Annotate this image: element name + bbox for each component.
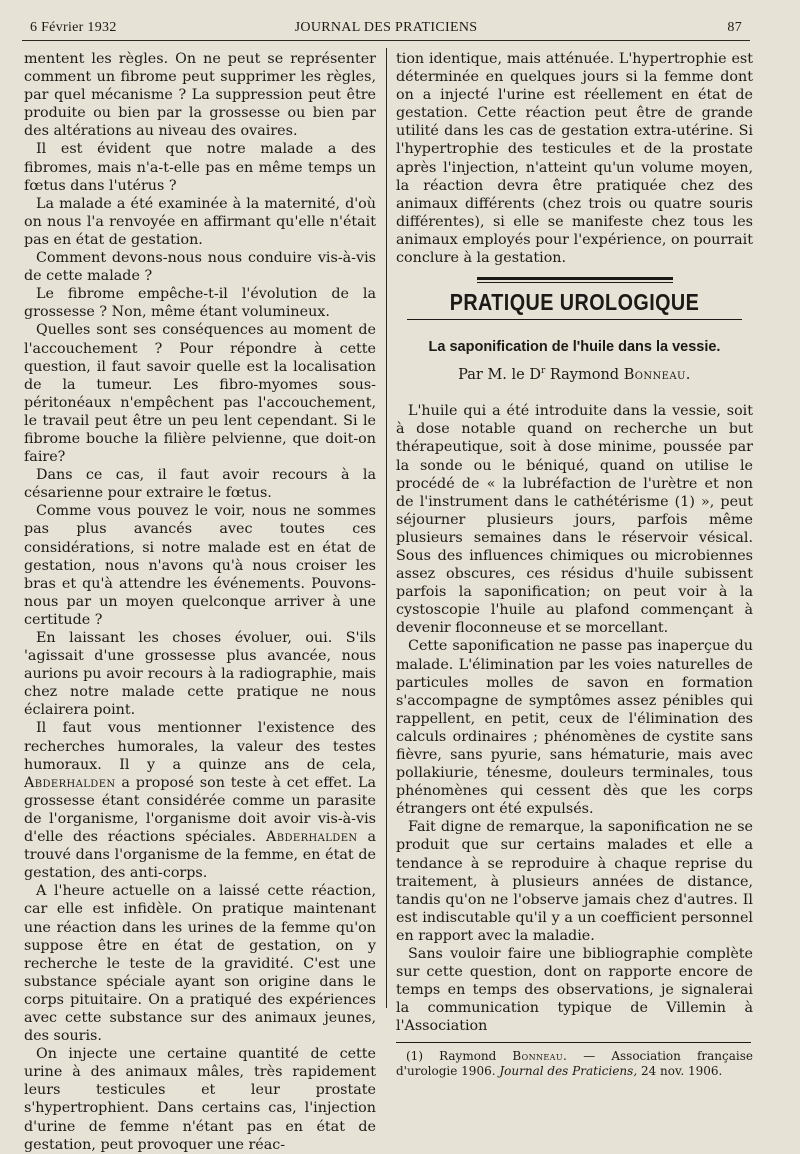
- paragraph: Comment devons-nous nous conduire vis-à-vis de cette malade ?: [24, 250, 376, 285]
- footnote-date: 24 nov. 1906.: [640, 1063, 723, 1078]
- header-rule: [22, 40, 750, 41]
- byline-prefix: Par M. le D: [458, 367, 541, 384]
- paragraph: On injecte une certaine quantité de cette urine à des animaux mâles, très rapidement leurs testicules et leur prostate s'hypertrophient. Dans certains cas, l'injection d'urine de femme n'étant pas en état de gestation, peut provoquer une réac-: [24, 1046, 376, 1153]
- byline-name: Raymond: [549, 367, 620, 384]
- footnote-marker: (1) Raymond: [406, 1048, 497, 1063]
- paragraph: Comme vous pouvez le voir, nous ne sommes pas plus avancés avec toutes ces considérations, si notre malade est en état de gestation, nous n'avons qu'à nous croiser les bras et qu'à attendre les événements. Pouvons-nous par un moyen quelconque arriver à une certitude ?: [24, 503, 376, 628]
- author-name: Abderhalden: [265, 829, 358, 846]
- article-title: La saponification de l'huile dans la vessie.: [428, 339, 721, 356]
- byline-superscript: r: [540, 366, 546, 377]
- paragraph: tion identique, mais atténuée. L'hypertrophie est déterminée en quelques jours si la femme dont on a injecté l'urine est réellement en état de gestation. Cette réaction peut être de grande utilité dans les cas de gestation extra-utérine. Si l'hypertrophie des testicules et de la prostate après l'injection, n'atteint qu'un volume moyen, la réaction devra être pratiquée chez des animaux différents (chez trois ou quatre souris différentes), si elle se manifeste chez tous les animaux employés pour l'expérience, on pourrait conclure à la gestation.: [396, 51, 753, 267]
- running-header: [30, 20, 742, 40]
- paragraph-text: a trouvé dans l'organisme de la femme, en état de gestation, des anti-corps.: [24, 829, 376, 882]
- section-title-rule: [407, 319, 742, 320]
- column-divider: [386, 48, 387, 1008]
- paragraph: [24, 719, 376, 882]
- paragraph: Fait digne de remarque, la saponification ne se produit que sur certains malades et elle a tendance à se reproduire à chaque reprise du traitement, à plusieurs années de distance, tandis qu'on ne l'observe jamais chez d'autres. Il est indiscutable qu'il y a un coefficient personnel en rapport avec la maladie.: [396, 819, 753, 944]
- footnote-rule: [396, 1042, 751, 1043]
- paragraph: La malade a été examinée à la maternité, d'où on nous l'a renvoyée en affirmant qu'elle n'était pas en état de gestation.: [24, 195, 376, 248]
- paragraph: Il est évident que notre malade a des fibromes, mais n'a-t-elle pas en même temps un fœtus dans l'utérus ?: [24, 141, 376, 194]
- paragraph-text: Il faut vous mentionner l'existence des recherches humorales, la valeur des testes humoraux. Il y a quinze ans de cela,: [24, 720, 376, 773]
- paragraph: Le fibrome empêche-t-il l'évolution de la grossesse ? Non, même étant volumineux.: [24, 286, 376, 321]
- left-column: [24, 50, 376, 1154]
- page-number: 87: [727, 20, 742, 35]
- paragraph-text: a proposé son teste à cet effet. La grossesse étant considérée comme un parasite de l'organisme, l'organisme doit avoir vis-à-vis d'elle des réactions spéciales.: [24, 774, 376, 846]
- paragraph: A l'heure actuelle on a laissé cette réaction, car elle est infidèle. On pratique maintenant une réaction dans les urines de la femme qu'on suppose être en état de gestation, on y recherche le teste de la gravidité. C'est une substance spéciale ayant son origine dans le corps pituitaire. On a pratiqué des expériences avec cette substance sur des animaux jeunes, des souris.: [24, 883, 376, 1045]
- paragraph: Dans ce cas, il faut avoir recours à la césarienne pour extraire le fœtus.: [24, 467, 376, 502]
- article-byline: [396, 362, 753, 384]
- section-separator: [477, 277, 673, 283]
- paragraph: L'huile qui a été introduite dans la vessie, soit à dose notable quand on recherche un but thérapeutique, soit à dose minime, poussée par la sonde ou le béniqué, quand on utilise le procédé de « la lubréfaction de l'urètre et non de l'instrument dans le cathétérisme (1) », peut séjourner plusieurs jours, parfois même plusieurs semaines dans le réservoir vésical. Sous des influences chimiques ou microbiennes assez obscures, ces résidus d'huile subissent parfois la saponification; on peut voir à la cystoscopie l'huile au plafond commençant à devenir floconneuse et se morcellant.: [396, 403, 753, 637]
- paragraph: mentent les règles. On ne peut se représenter comment un fibrome peut supprimer les règles, par quel mécanisme ? La suppression peut être produite ou bien par la grossesse ou bien par des altérations au niveau des ovaires.: [24, 51, 376, 140]
- footnote: [396, 1049, 753, 1079]
- journal-title: JOURNAL DES PRATICIENS: [294, 20, 478, 35]
- footnote-text: — Association française d'urologie 1906.: [396, 1048, 753, 1078]
- issue-date: 6 Février 1932: [30, 20, 117, 35]
- right-column: [396, 50, 753, 1079]
- author-name: Abderhalden: [24, 774, 116, 791]
- section-title: PRATIQUE UROLOGIQUE: [449, 289, 700, 316]
- paragraph: Cette saponification ne passe pas inaperçue du malade. L'élimination par les voies naturelles de particules molles de savon en formation s'accompagne de symptômes assez pénibles qui rappellent, en petit, ceux de l'élimination des calculs ordinaires ; phénomènes de cystite sans fièvre, sans pyurie, sans hématurie, mais avec pollakiurie, ténesme, douleurs terminales, tous phénomènes qui cessent dès que les corps étrangers ont été expulsés.: [396, 638, 753, 818]
- byline-surname: Bonneau.: [623, 367, 691, 384]
- footnote-author: Bonneau.: [512, 1048, 568, 1063]
- paragraph: En laissant les choses évoluer, oui. S'ils 'agissait d'une grossesse plus avancée, nous aurions pu avoir recours à la radiographie, mais chez notre malade cette pratique ne nous éclairera point.: [24, 630, 376, 719]
- footnote-journal: Journal des Praticiens,: [499, 1063, 638, 1078]
- paragraph: Quelles sont ses conséquences au moment de l'accouchement ? Pour répondre à cette question, il faut savoir quelle est la localisation de la tumeur. Les fibro-myomes sous-péritonéaux n'empêchent pas l'accouchement, le travail peut être un peu lent cependant. Si le fibrome bouche la filière pelvienne, que doit-on faire?: [24, 322, 376, 466]
- paragraph: Sans vouloir faire une bibliographie complète sur cette question, dont on rapporte encore de temps en temps des observations, je signalerai la communication typique de Villemin à l'Association: [396, 946, 753, 1035]
